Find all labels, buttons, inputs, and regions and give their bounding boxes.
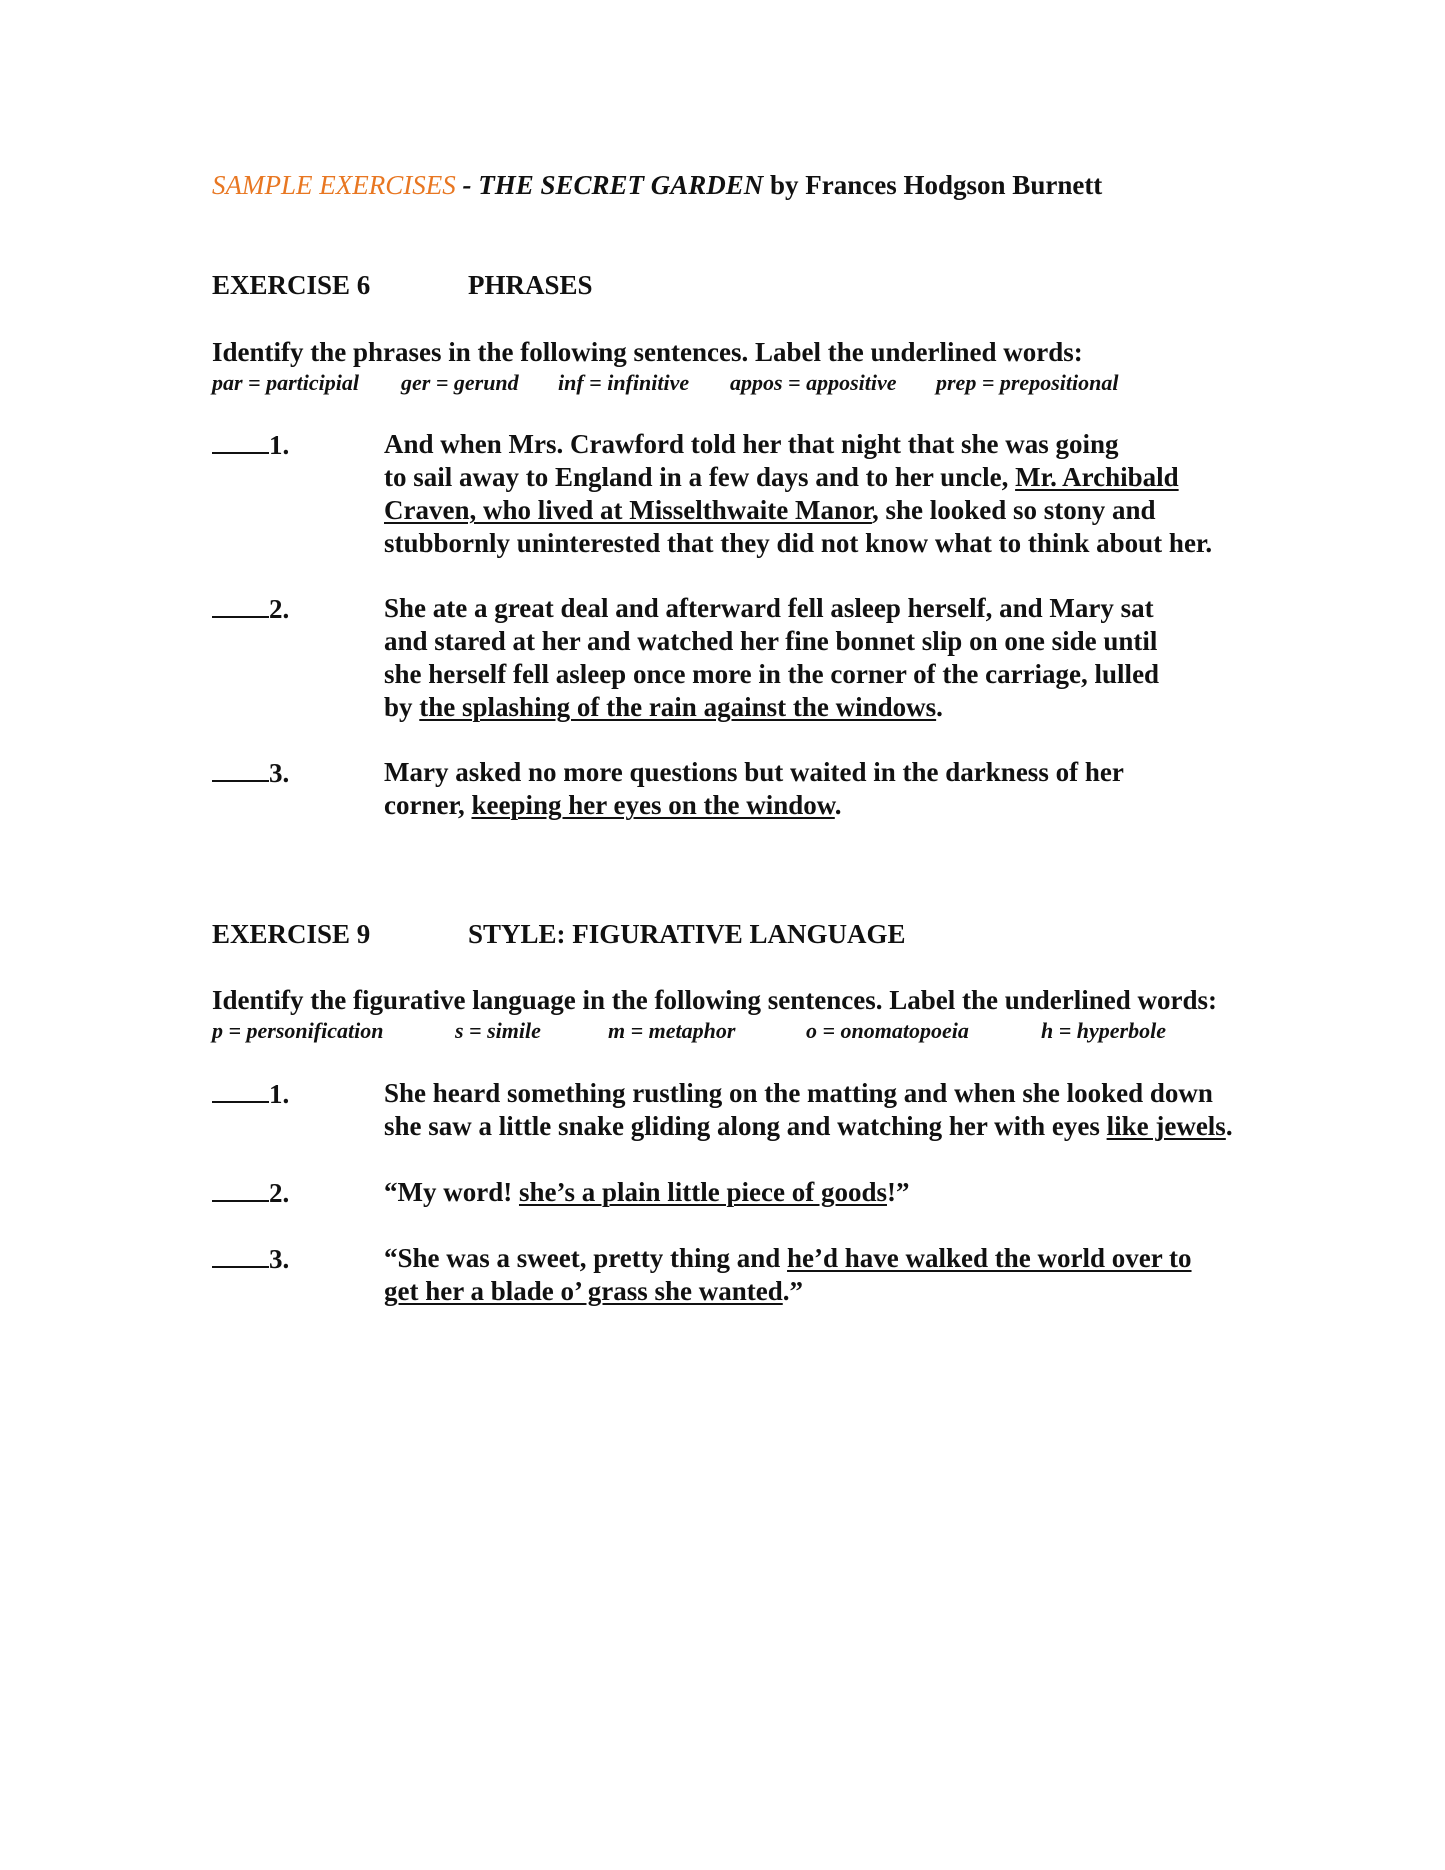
- item-sentence: [384, 1176, 1304, 1209]
- sentence-line: corner,: [384, 790, 472, 820]
- legend-item: m = metaphor: [608, 1018, 736, 1043]
- exercise-9-number: EXERCISE 9: [212, 919, 371, 949]
- legend-item: par = participial: [212, 370, 359, 395]
- legend-item: s = simile: [455, 1018, 541, 1043]
- item-number: 2.: [269, 1178, 290, 1208]
- exercise-6-topic: PHRASES: [468, 270, 593, 300]
- underlined-phrase: the splashing of the rain against the windows: [419, 692, 937, 722]
- exercise-9-heading: [212, 919, 906, 950]
- underlined-phrase: like jewels: [1106, 1111, 1226, 1141]
- exercise-6-number: EXERCISE 6: [212, 270, 371, 300]
- legend-item: h = hyperbole: [1041, 1018, 1166, 1043]
- item-sentence: [384, 1242, 1304, 1308]
- sentence-line: to sail away to England in a few days and to her uncle,: [384, 462, 1016, 492]
- sentence-line: She ate a great deal and afterward fell asleep herself, and Mary sat: [384, 593, 1154, 623]
- answer-blank[interactable]: [212, 756, 269, 782]
- sentence-line: by: [384, 692, 420, 722]
- sentence-line: Mary asked no more questions but waited in the darkness of her: [384, 757, 1124, 787]
- sentence-line: .”: [782, 1276, 803, 1306]
- answer-blank[interactable]: [212, 428, 269, 454]
- underlined-phrase: he’d have walked the world over to: [787, 1243, 1192, 1273]
- sentence-line: “She was a sweet, pretty thing and: [384, 1243, 788, 1273]
- title-book: THE SECRET GARDEN: [478, 170, 764, 200]
- sentence-line: She heard something rustling on the matting and when she looked down: [384, 1078, 1213, 1108]
- item-number: 1.: [269, 1079, 290, 1109]
- title-dash: -: [455, 170, 479, 200]
- sentence-line: .: [834, 790, 842, 820]
- item-number: 1.: [269, 430, 290, 460]
- underlined-phrase: get her a blade o’ grass she wanted: [384, 1276, 783, 1306]
- legend-item: o = onomatopoeia: [806, 1018, 969, 1043]
- sentence-line: !”: [886, 1177, 910, 1207]
- exercise-9-topic: STYLE: FIGURATIVE LANGUAGE: [468, 919, 906, 949]
- sentence-line: “My word!: [384, 1177, 519, 1207]
- title-sample-label: SAMPLE EXERCISES: [212, 170, 456, 200]
- sentence-line: , she looked so stony and: [871, 495, 1156, 525]
- exercise-6-instruction: Identify the phrases in the following sentences. Label the underlined words:: [212, 337, 1083, 367]
- item-sentence: [384, 428, 1304, 560]
- sentence-line: .: [936, 692, 943, 722]
- item-sentence: [384, 756, 1304, 822]
- sentence-line: she herself fell asleep once more in the corner of the carriage, lulled: [384, 659, 1160, 689]
- item-number: 3.: [269, 1244, 290, 1274]
- answer-blank[interactable]: [212, 1242, 269, 1268]
- legend-item: prep = prepositional: [936, 370, 1119, 395]
- answer-blank[interactable]: [212, 592, 269, 618]
- sentence-line: And when Mrs. Crawford told her that night that she was going: [384, 429, 1119, 459]
- legend-item: ger = gerund: [401, 370, 519, 395]
- title-author: by Frances Hodgson Burnett: [763, 170, 1103, 200]
- underlined-phrase: keeping her eyes on the window: [471, 790, 835, 820]
- underlined-phrase: Mr. Archibald: [1015, 462, 1179, 492]
- item-sentence: [384, 592, 1304, 724]
- legend-item: p = personification: [212, 1018, 384, 1043]
- underlined-phrase: she’s a plain little piece of goods: [518, 1177, 887, 1207]
- sentence-line: and stared at her and watched her fine bonnet slip on one side until: [384, 626, 1158, 656]
- sentence-line: .: [1225, 1111, 1233, 1141]
- item-number: 3.: [269, 758, 290, 788]
- answer-blank[interactable]: [212, 1176, 269, 1202]
- underlined-phrase: Craven, who lived at Misselthwaite Manor: [384, 495, 872, 525]
- sentence-line: stubbornly uninterested that they did not know what to think about her.: [384, 528, 1213, 558]
- page-title: [212, 170, 1102, 201]
- exercise-6-heading: [212, 270, 593, 301]
- item-sentence: [384, 1077, 1304, 1143]
- legend-item: appos = appositive: [730, 370, 897, 395]
- sentence-line: she saw a little snake gliding along and watching her with eyes: [384, 1111, 1107, 1141]
- answer-blank[interactable]: [212, 1077, 269, 1103]
- legend-item: inf = infinitive: [558, 370, 690, 395]
- item-number: 2.: [269, 594, 290, 624]
- exercise-9-instruction: Identify the figurative language in the following sentences. Label the underlined words:: [212, 985, 1218, 1015]
